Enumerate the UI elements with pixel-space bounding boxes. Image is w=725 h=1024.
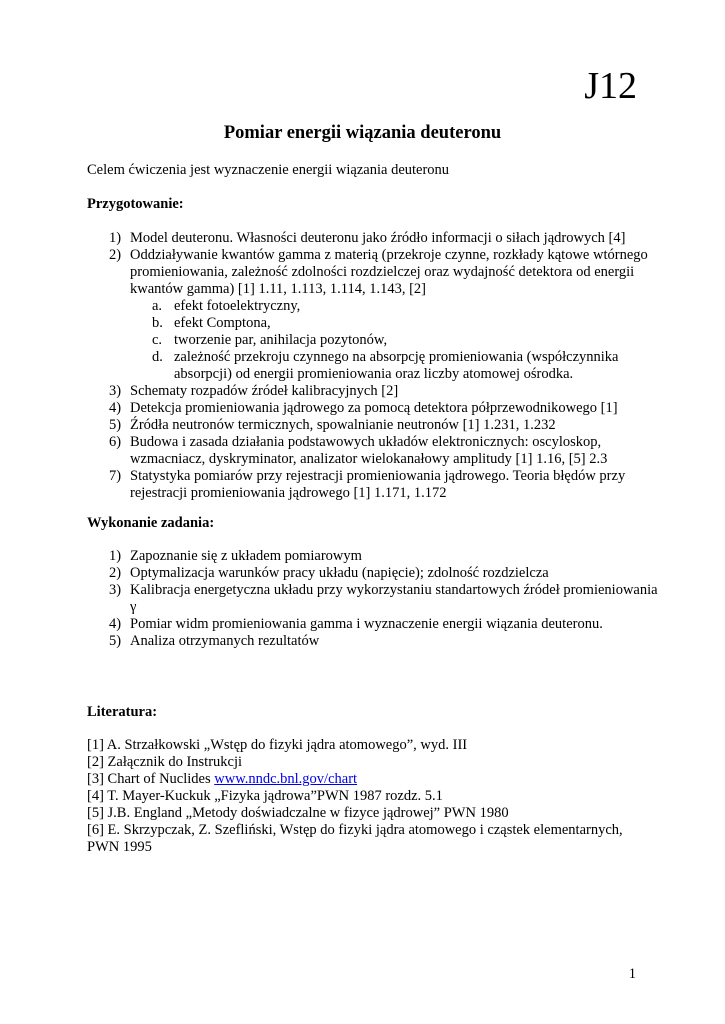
references-list xyxy=(87,737,647,856)
reference-item: [6] E. Skrzypczak, Z. Szefliński, Wstęp do fizyki jądra atomowego i cząstek elementarnych, PWN 1995 xyxy=(87,822,623,855)
sub-item-letter: d. xyxy=(152,349,163,365)
item-number: 1) xyxy=(109,230,122,246)
sub-item-letter: a. xyxy=(152,298,163,314)
page-number: 1 xyxy=(628,966,636,982)
item-text: Schematy rozpadów źródeł kalibracyjnych [2] xyxy=(130,383,399,399)
item-number: 4) xyxy=(109,616,122,632)
item-number: 3) xyxy=(109,582,122,598)
list-item xyxy=(0,548,660,565)
sub-list-item xyxy=(130,298,660,315)
list-item xyxy=(0,633,660,650)
item-text: Źródła neutronów termicznych, spowalnianie neutronów [1] 1.231, 1.232 xyxy=(130,417,556,433)
reference-item: [1] A. Strzałkowski „Wstęp do fizyki jądra atomowego”, wyd. III xyxy=(87,737,468,753)
list-item xyxy=(0,230,660,247)
item-text: Oddziaływanie kwantów gamma z materią (przekroje czynne, rozkłady kątowe wtórnego promieniowania, zależność zdolności rozdzielczej oraz wydajność detektora od energii kwantów gamma) [1] 1.11, 1.113, 1.114, 1.143, [2] xyxy=(130,247,648,297)
document-code: J12 xyxy=(584,65,637,107)
list-item xyxy=(0,468,660,502)
reference-item: [2] Załącznik do Instrukcji xyxy=(87,754,243,770)
list-item xyxy=(0,247,660,383)
list-item xyxy=(0,400,660,417)
reference-item: [4] T. Mayer-Kuckuk „Fizyka jądrowa”PWN 1987 rozdz. 5.1 xyxy=(87,788,443,804)
list-item xyxy=(0,582,660,616)
preparation-heading: Przygotowanie: xyxy=(87,196,184,212)
item-text: Budowa i zasada działania podstawowych układów elektronicznych: oscyloskop, wzmacniacz, dyskryminator, analizator wielokanałowy amplitudy [1] 1.16, [5] 2.3 xyxy=(130,434,608,467)
item-text: Kalibracja energetyczna układu przy wykorzystaniu standartowych źródeł promieniowania γ xyxy=(130,582,658,615)
item-number: 1) xyxy=(109,548,122,564)
sub-item-text: tworzenie par, anihilacja pozytonów, xyxy=(174,332,388,348)
sub-item-text: efekt Comptona, xyxy=(174,315,271,331)
item-number: 2) xyxy=(109,565,122,581)
sub-item-letter: b. xyxy=(152,315,163,331)
chart-of-nuclides-link[interactable]: www.nndc.bnl.gov/chart xyxy=(214,771,358,787)
item-number: 5) xyxy=(109,633,122,649)
item-number: 3) xyxy=(109,383,122,399)
execution-list xyxy=(0,548,660,650)
item-number: 2) xyxy=(109,247,122,263)
item-text: Model deuteronu. Własności deuteronu jako źródło informacji o siłach jądrowych [4] xyxy=(130,230,626,246)
intro-text: Celem ćwiczenia jest wyznaczenie energii wiązania deuteronu xyxy=(87,162,450,178)
preparation-list xyxy=(0,230,660,502)
item-text: Zapoznanie się z układem pomiarowym xyxy=(130,548,362,564)
item-text: Optymalizacja warunków pracy układu (napięcie); zdolność rozdzielcza xyxy=(130,565,549,581)
sub-list-item xyxy=(130,349,660,383)
list-item xyxy=(0,434,660,468)
reference-text: [3] Chart of Nuclides xyxy=(87,771,215,787)
execution-heading: Wykonanie zadania: xyxy=(87,515,215,531)
sub-item-letter: c. xyxy=(152,332,163,348)
list-item xyxy=(0,417,660,434)
sub-list-item xyxy=(130,315,660,332)
literature-heading: Literatura: xyxy=(87,704,158,720)
item-text: Analiza otrzymanych rezultatów xyxy=(130,633,320,649)
item-number: 5) xyxy=(109,417,122,433)
gamma-interaction-sublist xyxy=(130,298,660,383)
item-number: 4) xyxy=(109,400,122,416)
list-item xyxy=(0,565,660,582)
reference-item xyxy=(87,771,647,788)
reference-item: [5] J.B. England „Metody doświadczalne w fizyce jądrowej” PWN 1980 xyxy=(87,805,509,821)
item-text: Detekcja promieniowania jądrowego za pomocą detektora półprzewodnikowego [1] xyxy=(130,400,618,416)
list-item xyxy=(0,383,660,400)
sub-list-item xyxy=(130,332,660,349)
page-title: Pomiar energii wiązania deuteronu xyxy=(223,123,502,143)
item-text: Statystyka pomiarów przy rejestracji promieniowania jądrowego. Teoria błędów przy rejestracji promieniowania jądrowego [1] 1.171, 1.172 xyxy=(130,468,626,501)
item-number: 6) xyxy=(109,434,122,450)
list-item xyxy=(0,616,660,633)
sub-item-text: efekt fotoelektryczny, xyxy=(174,298,301,314)
sub-item-text: zależność przekroju czynnego na absorpcję promieniowania (współczynnika absorpcji) od energii promieniowania oraz liczby atomowej ośrodka. xyxy=(174,349,619,382)
item-number: 7) xyxy=(109,468,122,484)
item-text: Pomiar widm promieniowania gamma i wyznaczenie energii wiązania deuteronu. xyxy=(130,616,603,632)
